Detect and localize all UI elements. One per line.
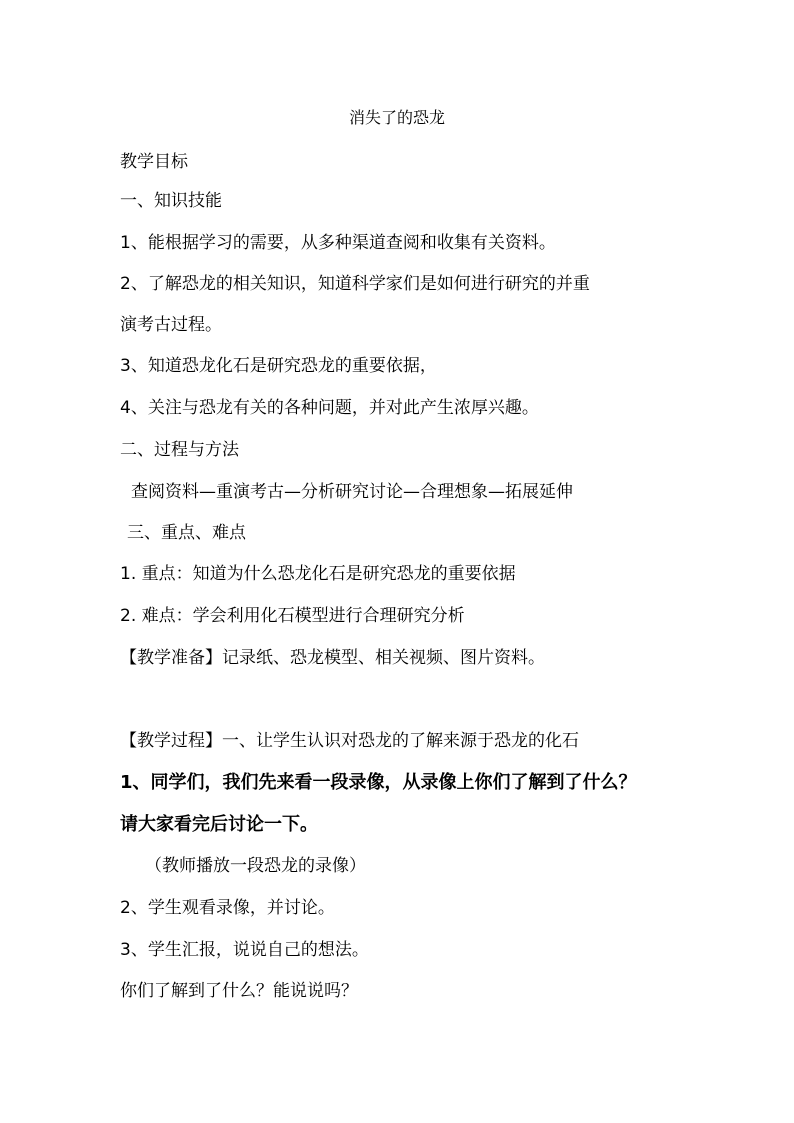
paragraph-line: 2、学生观看录像，并讨论。 — [120, 898, 335, 918]
section-heading-objectives: 教学目标 — [120, 152, 188, 172]
section-heading-process: 二、过程与方法 — [120, 440, 239, 460]
section-heading-teaching-process: 【教学过程】一、让学生认识对恐龙的了解来源于恐龙的化石 — [120, 731, 579, 751]
paragraph-line: 2、了解恐龙的相关知识，知道科学家们是如何进行研究的并重 — [120, 274, 590, 294]
paragraph-line-bold: 1、同学们，我们先来看一段录像，从录像上你们了解到了什么？ — [120, 772, 637, 793]
paragraph-line: （教师播放一段恐龙的录像） — [145, 856, 366, 876]
paragraph-line: 2. 难点：学会利用化石模型进行合理研究分析 — [120, 606, 465, 626]
paragraph-line: 【教学准备】记录纸、恐龙模型、相关视频、图片资料。 — [120, 648, 545, 668]
paragraph-line: 你们了解到了什么？能说说吗？ — [120, 981, 358, 1001]
paragraph-line: 3、学生汇报，说说自己的想法。 — [120, 940, 369, 960]
paragraph-line: 1、能根据学习的需要，从多种渠道查阅和收集有关资料。 — [120, 233, 556, 253]
paragraph-line: 查阅资料—重演考古—分析研究讨论—合理想象—拓展延伸 — [131, 482, 573, 502]
section-heading-key-points: 三、重点、难点 — [127, 523, 246, 543]
paragraph-line: 1. 重点：知道为什么恐龙化石是研究恐龙的重要依据 — [120, 564, 516, 584]
paragraph-line: 4、关注与恐龙有关的各种问题，并对此产生浓厚兴趣。 — [120, 398, 539, 418]
paragraph-line-bold: 请大家看完后讨论一下。 — [120, 814, 318, 835]
paragraph-line: 3、知道恐龙化石是研究恐龙的重要依据， — [120, 356, 437, 376]
paragraph-line: 演考古过程。 — [120, 315, 222, 335]
document-title: 消失了的恐龙 — [348, 108, 445, 127]
section-heading-knowledge: 一、知识技能 — [120, 191, 222, 211]
